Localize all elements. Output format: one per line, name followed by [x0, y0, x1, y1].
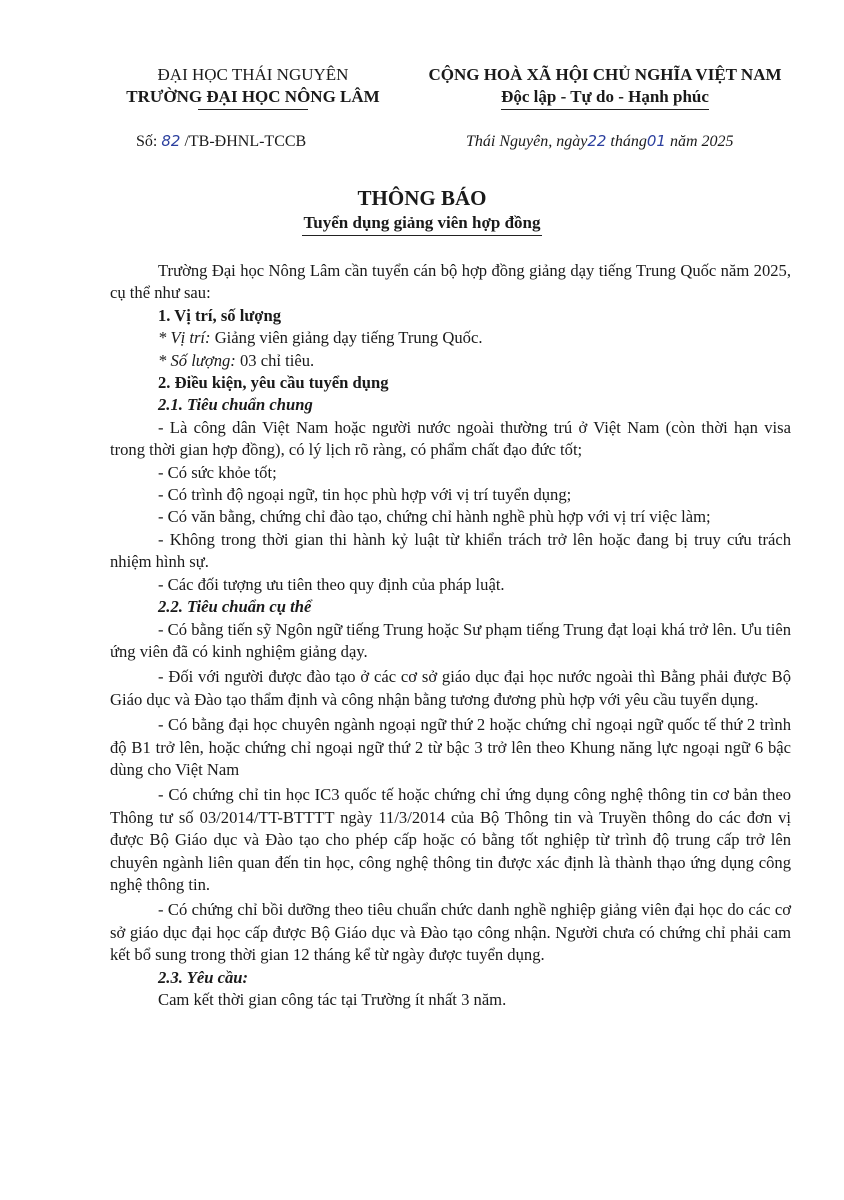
org-parent: ĐẠI HỌC THÁI NGUYÊN	[157, 65, 349, 84]
document-title: THÔNG BÁO	[357, 186, 487, 210]
intro-paragraph: Trường Đại học Nông Lâm cần tuyển cán bộ hợp đồng giảng dạy tiếng Trung Quốc năm 2025, cụ thể như sau:	[110, 261, 791, 303]
issuer-block	[108, 64, 398, 110]
document-subtitle: Tuyển dụng giảng viên hợp đồng	[302, 213, 543, 236]
section-2-3-heading: 2.3. Yêu cầu:	[158, 967, 249, 987]
date-day-handwritten: 22	[587, 132, 607, 150]
document-date	[466, 132, 734, 151]
position-label: * Vị trí:	[158, 328, 211, 348]
document-subtitle-wrap	[0, 213, 844, 236]
position-value: Giảng viên giảng dạy tiếng Trung Quốc.	[210, 328, 483, 348]
position-line	[110, 327, 791, 349]
issuer-divider	[198, 109, 308, 110]
national-header	[410, 64, 800, 110]
date-place: Thái Nguyên, ngày	[466, 133, 588, 150]
list-item: - Có bằng đại học chuyên ngành ngoại ngữ thứ 2 hoặc chứng chỉ ngoại ngữ quốc tế thứ 2 trình độ B1 trở lên, hoặc chứng chỉ ngoại ngữ thứ 2 từ bậc 3 trở lên theo Khung năng lực ngoại ngữ 6 bậc dùng cho Việt Nam	[110, 715, 791, 779]
quantity-value: 03 chỉ tiêu.	[235, 350, 315, 370]
list-item: - Có bằng tiến sỹ Ngôn ngữ tiếng Trung hoặc Sư phạm tiếng Trung đạt loại khá trở lên. Ưu tiên ứng viên đã có kinh nghiệm giảng dạy.	[110, 619, 791, 661]
document-number	[136, 132, 306, 151]
section-1-heading: 1. Vị trí, số lượng	[158, 305, 282, 325]
list-item: - Có trình độ ngoại ngữ, tin học phù hợp với vị trí tuyển dụng;	[158, 485, 572, 505]
section-2-1-heading: 2.1. Tiêu chuẩn chung	[158, 395, 313, 415]
so-suffix: /TB-ĐHNL-TCCB	[184, 133, 307, 150]
document-body	[110, 260, 791, 1011]
date-year: năm 2025	[669, 133, 734, 150]
section-2-2-heading: 2.2. Tiêu chuẩn cụ thể	[158, 597, 312, 617]
quantity-line	[110, 350, 791, 372]
date-month-handwritten: 01	[646, 132, 666, 150]
list-item: - Có chứng chỉ bồi dưỡng theo tiêu chuẩn chức danh nghề nghiệp giảng viên đại học do các cơ sở giáo dục đại học cấp được Bộ Giáo dục và Đào tạo công nhận. Người chưa có chứng chỉ phải cam kết bổ sung trong thời gian 12 tháng kể từ ngày được tuyển dụng.	[110, 900, 791, 965]
so-prefix: Số:	[136, 133, 158, 150]
requirement-text: Cam kết thời gian công tác tại Trường ít nhất 3 năm.	[158, 990, 507, 1009]
list-item: - Đối với người được đào tạo ở các cơ sở giáo dục đại học nước ngoài thì Bằng phải được Bộ Giáo dục và Đào tạo thẩm định và công nhận bằng tương đương phù hợp với yêu cầu tuyển dụng.	[110, 667, 791, 709]
date-month-label: tháng	[610, 133, 647, 150]
list-item: - Có văn bằng, chứng chỉ đào tạo, chứng chỉ hành nghề phù hợp với vị trí việc làm;	[158, 507, 711, 527]
list-item: - Các đối tượng ưu tiên theo quy định của pháp luật.	[158, 574, 505, 594]
so-number-handwritten: 82	[161, 132, 181, 150]
list-item: - Là công dân Việt Nam hoặc người nước ngoài thường trú ở Việt Nam (còn thời hạn visa trong thời gian hợp đồng), có lý lịch rõ ràng, có phẩm chất đạo đức tốt;	[110, 417, 791, 460]
country-name: CỘNG HOÀ XÃ HỘI CHỦ NGHĨA VIỆT NAM	[428, 65, 782, 84]
list-item: - Có chứng chỉ tin học IC3 quốc tế hoặc chứng chỉ ứng dụng công nghệ thông tin cơ bản theo Thông tư số 03/2014/TT-BTTTT ngày 11/3/2014 của Bộ Thông tin và Truyền thông do các đơn vị được Bộ Giáo dục và Đào tạo cho phép cấp hoặc có bằng tốt nghiệp từ trình độ trung cấp trở lên chuyên ngành liên quan đến tin học, công nghệ thông tin được xác định là thành thạo ứng dụng công nghệ thông tin.	[110, 785, 791, 894]
list-item: - Có sức khỏe tốt;	[158, 462, 277, 482]
list-item: - Không trong thời gian thi hành kỷ luật từ khiển trách trở lên hoặc đang bị truy cứu trách nhiệm hình sự.	[110, 529, 791, 572]
section-2-heading: 2. Điều kiện, yêu cầu tuyển dụng	[158, 373, 389, 393]
org-name: TRƯỜNG ĐẠI HỌC NÔNG LÂM	[126, 87, 380, 106]
quantity-label: * Số lượng:	[158, 350, 236, 370]
national-motto: Độc lập - Tự do - Hạnh phúc	[501, 86, 709, 110]
